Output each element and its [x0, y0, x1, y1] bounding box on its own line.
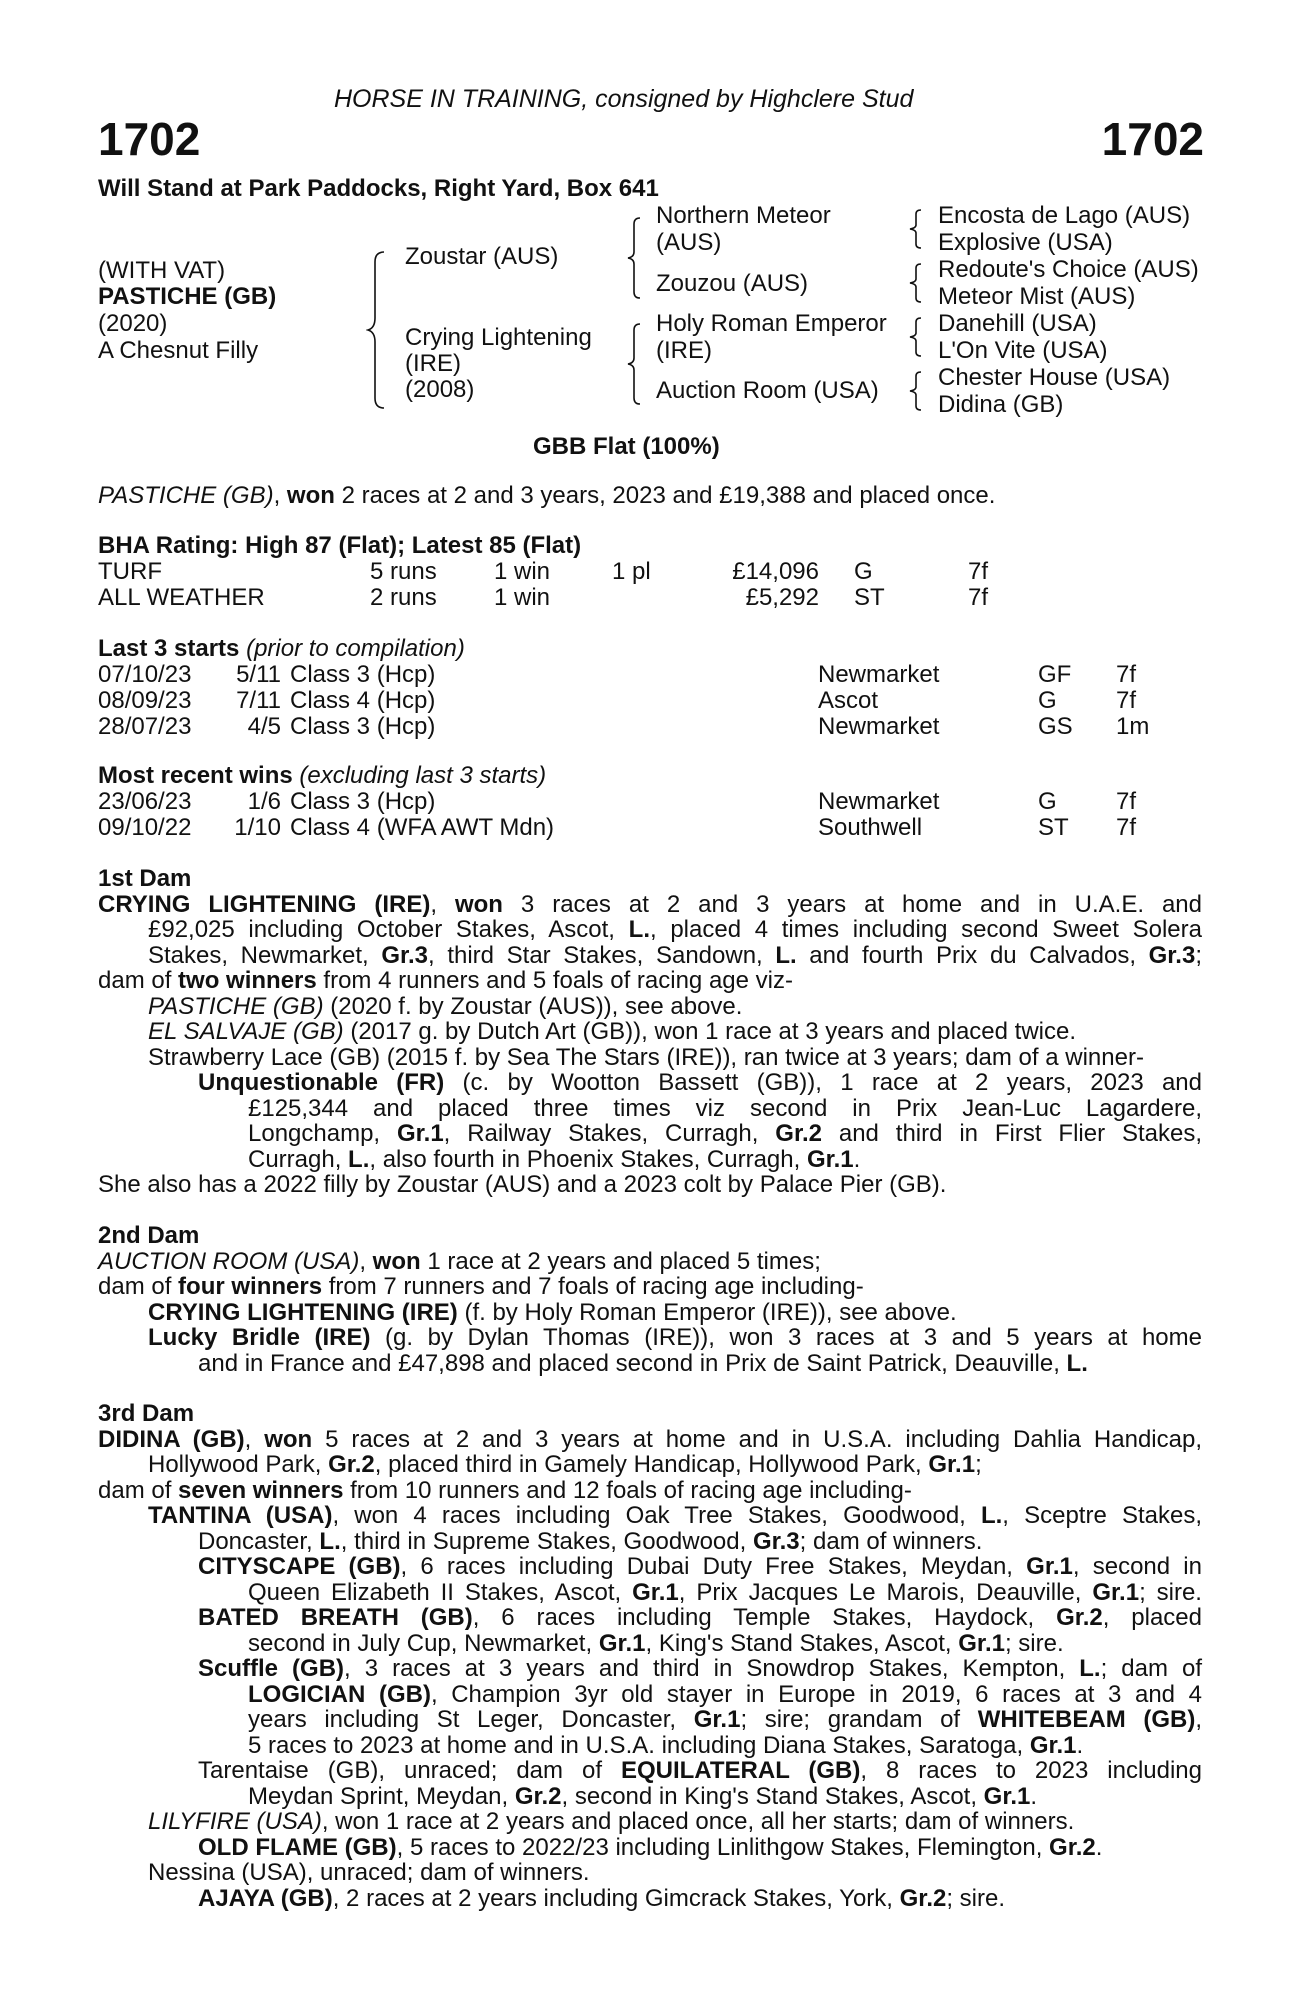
text: from 10 runners and 12 foals of racing age including-: [343, 1476, 912, 1504]
text: ,: [1195, 1706, 1203, 1733]
grade: L.: [980, 1502, 1003, 1529]
third-dam-line: [98, 1682, 1202, 1708]
grade: L.: [1066, 1349, 1088, 1377]
brace-sire: [626, 216, 644, 300]
start-date: 07/10/23: [98, 661, 192, 688]
produce-name: LOGICIAN (GB): [248, 1680, 431, 1708]
sire-dam: Zouzou (AUS): [656, 270, 809, 297]
text: , third Star Stakes, Sandown,: [428, 941, 776, 969]
first-dam-line: [98, 892, 1202, 918]
dam-line-2: (IRE): [405, 350, 461, 377]
rating-dist: 7f: [968, 558, 989, 585]
gen3-3: Redoute's Choice (AUS): [938, 256, 1199, 283]
produce-name: PASTICHE (GB): [148, 992, 324, 1020]
rating-prize: £14,096: [732, 558, 819, 585]
start-dist: 7f: [1116, 687, 1137, 714]
recent-wins-heading: [98, 763, 546, 789]
horse-year: (2020): [98, 310, 168, 337]
text: ,: [359, 1247, 373, 1275]
win-course: Newmarket: [818, 788, 940, 815]
brace-g3-2: [908, 262, 924, 304]
win-course: Southwell: [818, 814, 923, 841]
lot-number-left: 1702: [98, 113, 201, 165]
text: ; dam of winners.: [799, 1527, 983, 1555]
grade: Gr.1: [1092, 1578, 1140, 1606]
first-dam-line: £125,344 and placed three times viz second in Prix Jean-Luc Lagardere,: [248, 1094, 1202, 1122]
grade: L.: [319, 1527, 341, 1555]
third-dam-line: [98, 1707, 1202, 1733]
third-dam-line: [98, 1478, 1202, 1504]
dam-line-1: Crying Lightening: [405, 324, 592, 351]
text: (2020 f. by Zoustar (AUS)), see above.: [323, 992, 743, 1020]
text: , 8 races to 2023 including: [860, 1757, 1202, 1784]
text: , placed 4 times including second Sweet Solera: [649, 916, 1202, 943]
grade: Gr.3: [1148, 941, 1196, 969]
first-dam-line: [98, 1019, 1202, 1045]
rating-going: G: [854, 558, 873, 585]
start-pos: 4/5: [247, 713, 281, 740]
text: ; sire.: [946, 1884, 1006, 1912]
win-going: G: [1038, 788, 1057, 815]
third-dam-line: [98, 1886, 1202, 1912]
dam-name: CRYING LIGHTENING (IRE): [98, 890, 431, 918]
produce-name: Lucky Bridle (IRE): [148, 1324, 371, 1351]
rating-prize: £5,292: [745, 584, 819, 611]
text: ;: [1195, 941, 1202, 969]
grade: Gr.1: [598, 1629, 646, 1657]
grade: Gr.2: [514, 1782, 562, 1810]
first-dam-line: [98, 917, 1202, 943]
text: .: [853, 1145, 861, 1173]
start-race: Class 3 (Hcp): [290, 713, 436, 740]
text: Longchamp,: [248, 1120, 397, 1147]
start-course: Newmarket: [818, 713, 940, 740]
rating-placed: 1 pl: [612, 558, 651, 585]
grade: Gr.2: [1056, 1604, 1103, 1631]
text: Curragh,: [248, 1145, 349, 1173]
third-dam-line: Nessina (USA), unraced; dam of winners.: [148, 1859, 590, 1886]
second-dam-heading: 2nd Dam: [98, 1222, 200, 1249]
grade: Gr.3: [381, 941, 429, 969]
grade: L.: [1079, 1655, 1101, 1682]
start-going: G: [1038, 687, 1057, 714]
first-dam-line: [98, 968, 1202, 994]
text: Meydan Sprint, Meydan,: [248, 1782, 515, 1810]
grade: Gr.1: [958, 1629, 1005, 1657]
produce-name: WHITEBEAM (GB): [977, 1706, 1196, 1733]
summary-line: [98, 483, 995, 509]
text: ;: [975, 1451, 982, 1478]
third-dam-line: [98, 1631, 1202, 1657]
summary-won: won: [286, 482, 335, 509]
consignment-line: HORSE IN TRAINING, consigned by Highclere Stud: [334, 85, 914, 113]
brace-g3-1: [908, 208, 924, 250]
second-dam-section: [98, 1223, 1202, 1376]
horse-description: A Chesnut Filly: [98, 337, 259, 364]
first-dam-heading: 1st Dam: [98, 865, 192, 892]
rating-heading: BHA Rating: High 87 (Flat); Latest 85 (Flat): [98, 532, 582, 559]
start-course: Ascot: [818, 687, 879, 714]
vat-note: (WITH VAT): [98, 257, 226, 284]
gen3-4: Meteor Mist (AUS): [938, 283, 1136, 310]
brace-g3-3: [908, 316, 924, 358]
first-dam-line: Strawberry Lace (GB) (2015 f. by Sea The Stars (IRE)), ran twice at 3 years; dam of a winner-: [148, 1043, 1144, 1071]
grade: Gr.1: [632, 1578, 679, 1606]
last3-note: (prior to compilation): [239, 635, 465, 662]
text: (g. by Dylan Thomas (IRE)), won 3 races at 3 and 5 years at home: [370, 1324, 1202, 1351]
produce-name: EQUILATERAL (GB): [620, 1757, 861, 1784]
text: (2017 g. by Dutch Art (GB)), won 1 race at 3 years and placed twice.: [343, 1018, 1077, 1045]
start-race: Class 3 (Hcp): [290, 661, 436, 688]
summary-rest: 2 races at 2 and 3 years, 2023 and £19,388 and placed once.: [334, 482, 996, 509]
produce-name: LILYFIRE (USA): [148, 1808, 322, 1835]
grade: Gr.2: [899, 1884, 947, 1912]
dam-name: DIDINA (GB): [98, 1425, 245, 1453]
win-date: 09/10/22: [98, 814, 192, 841]
summary-sep: ,: [273, 482, 287, 509]
text: £92,025 including October Stakes, Ascot,: [148, 916, 629, 943]
text: (f. by Holy Roman Emperor (IRE)), see above.: [457, 1298, 957, 1326]
text: , 6 races including Temple Stakes, Haydock,: [472, 1604, 1057, 1631]
text: Queen Elizabeth II Stakes, Ascot,: [248, 1578, 633, 1606]
win-race: Class 4 (WFA AWT Mdn): [290, 814, 555, 841]
produce-name: Unquestionable (FR): [198, 1069, 445, 1096]
dam-name: AUCTION ROOM (USA): [98, 1247, 360, 1275]
text: .: [1076, 1731, 1084, 1759]
win-race: Class 3 (Hcp): [290, 788, 436, 815]
grade: Gr.1: [693, 1706, 741, 1733]
produce-name: EL SALVAJE (GB): [148, 1018, 344, 1045]
produce-name: OLD FLAME (GB): [198, 1833, 397, 1861]
text: dam of: [98, 967, 179, 994]
grade: Gr.1: [806, 1145, 854, 1173]
third-dam-line: [98, 1784, 1202, 1810]
text: ; sire; grandam of: [740, 1706, 978, 1733]
grade: Gr.2: [775, 1120, 822, 1147]
text: , 2 races at 2 years including Gimcrack Stakes, York,: [332, 1884, 900, 1912]
third-dam-line: [98, 1554, 1202, 1580]
gen3-2: Explosive (USA): [938, 229, 1113, 256]
gbb-line: GBB Flat (100%): [533, 433, 720, 460]
third-dam-line: [98, 1733, 1202, 1759]
start-course: Newmarket: [818, 661, 940, 688]
winners-count: two winners: [178, 967, 317, 994]
text: Tarentaise (GB), unraced; dam of: [198, 1757, 621, 1784]
text: ; dam of: [1100, 1655, 1203, 1682]
brace-dam: [626, 322, 644, 406]
won-label: won: [372, 1247, 421, 1275]
text: Doncaster,: [198, 1527, 320, 1555]
recent-wins-note: (excluding last 3 starts): [292, 762, 547, 789]
third-dam-line: [98, 1427, 1202, 1453]
produce-name: AJAYA (GB): [198, 1884, 333, 1912]
text: , Railway Stakes, Curragh,: [443, 1120, 776, 1147]
produce-name: Scuffle (GB): [198, 1655, 345, 1682]
gen3-5: Danehill (USA): [938, 310, 1097, 337]
last3-heading: [98, 636, 465, 662]
gen3-7: Chester House (USA): [938, 364, 1171, 391]
rating-wins: 1 win: [494, 584, 551, 611]
produce-name: TANTINA (USA): [148, 1502, 333, 1529]
grade: L.: [628, 916, 650, 943]
text: and fourth Prix du Calvados,: [796, 941, 1149, 969]
start-going: GF: [1038, 661, 1072, 688]
rating-wins: 1 win: [494, 558, 551, 585]
text: , second in King's Stand Stakes, Ascot,: [561, 1782, 984, 1810]
rating-surface: TURF: [98, 558, 162, 585]
third-dam-line: [98, 1605, 1202, 1631]
text: ; sire.: [1139, 1578, 1202, 1606]
text: , won 4 races including Oak Tree Stakes, Goodwood,: [332, 1502, 981, 1529]
brace-g3-4: [908, 370, 924, 412]
text: second in July Cup, Newmarket,: [248, 1629, 599, 1657]
last3-title: Last 3 starts: [98, 635, 240, 662]
text: Hollywood Park,: [148, 1451, 329, 1478]
rating-surface: ALL WEATHER: [98, 584, 265, 611]
first-dam-section: [98, 866, 1202, 1198]
text: Stakes, Newmarket,: [148, 941, 382, 969]
text: ,: [244, 1425, 265, 1453]
text: , King's Stand Stakes, Ascot,: [645, 1629, 959, 1657]
start-date: 08/09/23: [98, 687, 192, 714]
second-dam-line: [98, 1249, 1202, 1275]
grade: Gr.1: [928, 1451, 976, 1478]
text: dam of: [98, 1476, 179, 1504]
grade: Gr.1: [1026, 1553, 1073, 1580]
text: , 3 races at 3 years and third in Snowdrop Stakes, Kempton,: [344, 1655, 1080, 1682]
first-dam-line: [98, 1070, 1202, 1096]
win-pos: 1/6: [247, 788, 281, 815]
text: 5 races at 2 and 3 years at home and in U.S.A. including Dahlia Handicap,: [312, 1425, 1202, 1453]
grade: Gr.1: [396, 1120, 444, 1147]
third-dam-line: [98, 1809, 1202, 1835]
text: .: [1095, 1833, 1103, 1861]
start-date: 28/07/23: [98, 713, 192, 740]
text: , won 1 race at 2 years and placed once, all her starts; dam of winners.: [321, 1808, 1075, 1835]
dam-dam: Auction Room (USA): [656, 377, 879, 404]
third-dam-line: [98, 1503, 1202, 1529]
third-dam-line: [98, 1656, 1202, 1682]
grade: L.: [775, 941, 797, 969]
text: from 7 runners and 7 foals of racing age including-: [322, 1273, 864, 1300]
rating-going: ST: [854, 584, 885, 611]
text: and in France and £47,898 and placed second in Prix de Saint Patrick, Deauville,: [198, 1349, 1067, 1377]
third-dam-section: [98, 1401, 1202, 1911]
recent-wins-title: Most recent wins: [98, 762, 293, 789]
text: ,: [430, 890, 455, 918]
produce-name: BATED BREATH (GB): [198, 1604, 473, 1631]
first-dam-line: [98, 1121, 1202, 1147]
third-dam-line: [98, 1835, 1202, 1861]
third-dam-heading: 3rd Dam: [98, 1400, 195, 1427]
win-date: 23/06/23: [98, 788, 192, 815]
dam-line-3: (2008): [405, 376, 475, 403]
grade: Gr.2: [328, 1451, 375, 1478]
rating-runs: 2 runs: [370, 584, 437, 611]
text: , placed: [1102, 1604, 1203, 1631]
start-dist: 1m: [1116, 713, 1150, 740]
text: ; sire.: [1004, 1629, 1064, 1657]
produce-name: CITYSCAPE (GB): [198, 1553, 401, 1580]
start-dist: 7f: [1116, 661, 1137, 688]
text: (c. by Wootton Bassett (GB)), 1 race at 2 years, 2023 and: [444, 1069, 1203, 1096]
first-dam-line: [98, 1147, 1202, 1173]
rating-dist: 7f: [968, 584, 989, 611]
gen3-8: Didina (GB): [938, 391, 1064, 418]
sire-sire-2: (AUS): [656, 229, 722, 256]
text: .: [1030, 1782, 1038, 1810]
third-dam-line: [98, 1580, 1202, 1606]
second-dam-line: [98, 1300, 1202, 1326]
first-dam-line: [98, 994, 1202, 1020]
text: , third in Supreme Stakes, Goodwood,: [340, 1527, 753, 1555]
winners-count: four winners: [178, 1273, 323, 1300]
text: years including St Leger, Doncaster,: [248, 1706, 694, 1733]
start-pos: 7/11: [236, 687, 281, 714]
first-dam-line: She also has a 2022 filly by Zoustar (AUS) and a 2023 colt by Palace Pier (GB).: [98, 1171, 947, 1198]
win-pos: 1/10: [234, 814, 281, 841]
grade: Gr.1: [1029, 1731, 1077, 1759]
text: , second in: [1072, 1553, 1202, 1580]
grade: Gr.1: [983, 1782, 1031, 1810]
text: from 4 runners and 5 foals of racing age viz-: [316, 967, 793, 994]
text: 5 races to 2023 at home and in U.S.A. including Diana Stakes, Saratoga,: [248, 1731, 1030, 1759]
start-race: Class 4 (Hcp): [290, 687, 436, 714]
start-going: GS: [1038, 713, 1073, 740]
brace-gen1: [366, 250, 388, 410]
win-dist: 7f: [1116, 814, 1137, 841]
won-label: won: [264, 1425, 313, 1453]
dam-sire-2: (IRE): [656, 337, 712, 364]
text: , placed third in Gamely Handicap, Hollywood Park,: [374, 1451, 929, 1478]
third-dam-line: [98, 1758, 1202, 1784]
text: , 6 races including Dubai Duty Free Stakes, Meydan,: [400, 1553, 1027, 1580]
text: , Champion 3yr old stayer in Europe in 2019, 6 races at 3 and 4: [430, 1680, 1203, 1708]
grade: L.: [348, 1145, 370, 1173]
grade: Gr.2: [1049, 1833, 1096, 1861]
grade: Gr.3: [752, 1527, 800, 1555]
horse-name: PASTICHE (GB): [98, 283, 277, 310]
won-label: won: [454, 890, 503, 918]
win-going: ST: [1038, 814, 1069, 841]
dam-sire-1: Holy Roman Emperor: [656, 310, 887, 337]
rating-runs: 5 runs: [370, 558, 437, 585]
gen3-6: L'On Vite (USA): [938, 337, 1108, 364]
produce-name: CRYING LIGHTENING (IRE): [148, 1298, 458, 1326]
text: dam of: [98, 1273, 179, 1300]
first-dam-line: [98, 943, 1202, 969]
sire: Zoustar (AUS): [405, 243, 559, 270]
second-dam-line: [98, 1325, 1202, 1351]
gen3-1: Encosta de Lago (AUS): [938, 202, 1191, 229]
start-pos: 5/11: [236, 661, 281, 688]
text: , 5 races to 2022/23 including Linlithgow Stakes, Flemington,: [396, 1833, 1050, 1861]
text: and third in First Flier Stakes,: [821, 1120, 1202, 1147]
summary-name: PASTICHE (GB): [98, 482, 274, 509]
winners-count: seven winners: [178, 1476, 344, 1504]
text: , Sceptre Stakes,: [1002, 1502, 1202, 1529]
text: 1 race at 2 years and placed 5 times;: [420, 1247, 821, 1275]
text: , also fourth in Phoenix Stakes, Curragh,: [369, 1145, 807, 1173]
sire-sire-1: Northern Meteor: [656, 202, 831, 229]
third-dam-line: [98, 1452, 1202, 1478]
location-line: Will Stand at Park Paddocks, Right Yard, Box 641: [98, 175, 659, 202]
text: 3 races at 2 and 3 years at home and in U.A.E. and: [502, 890, 1202, 918]
text: , Prix Jacques Le Marois, Deauville,: [678, 1578, 1093, 1606]
win-dist: 7f: [1116, 788, 1137, 815]
second-dam-line: [98, 1351, 1202, 1377]
lot-number-right: 1702: [1101, 113, 1204, 165]
second-dam-line: [98, 1274, 1202, 1300]
third-dam-line: [98, 1529, 1202, 1555]
